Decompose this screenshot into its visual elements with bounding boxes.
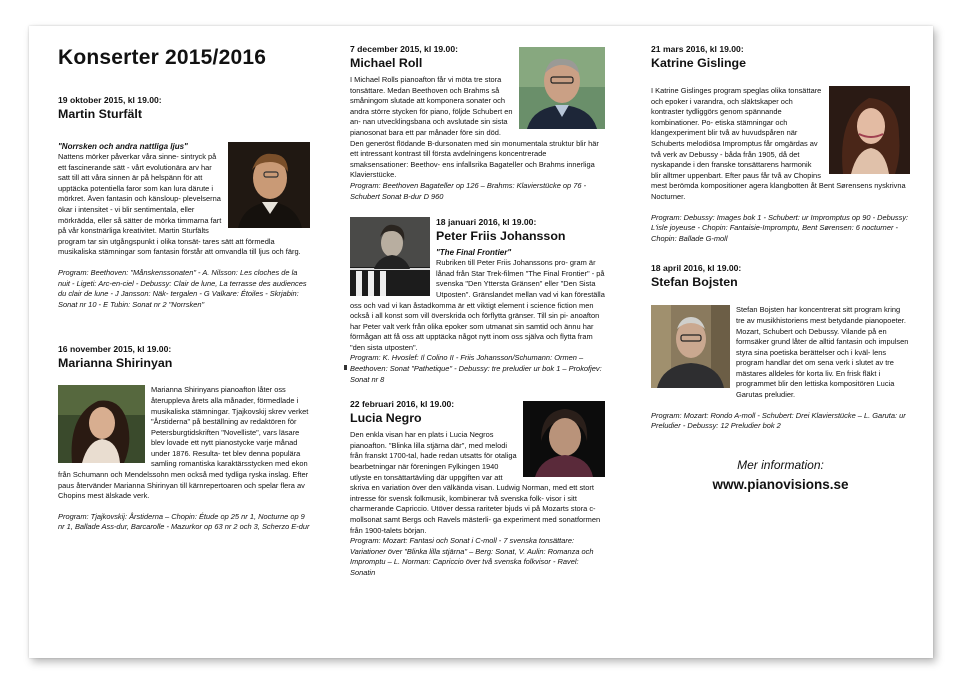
artist-name: Marianna Shirinyan bbox=[58, 356, 173, 371]
artist-photo-gislinge bbox=[829, 86, 910, 174]
artist-name: Martin Sturfält bbox=[58, 107, 142, 121]
more-info-label: Mer information: bbox=[737, 457, 824, 472]
concert-stefan-bojsten bbox=[651, 263, 910, 432]
concert-date: 18 januari 2016, kl 19.00: bbox=[436, 217, 537, 228]
website-link[interactable]: www.pianovisions.se bbox=[712, 476, 849, 492]
concert-description: I Katrine Gislinges program speglas olika tonsättare och epoker i varandra, och släktskaper och kontraster tydliggörs genom spännande kombinationer. Po- etiska stämningar och klangexperiment blir två av huvudspåren när Schuberts melodiösa Impromptus får omgärdas av två verk av Debussy - båda från 1905, då det nyskapande i den franske tonsättarens harmonik blir alltmer uppenbart. Efter paus får två av Chopins mest berömda kompositioner agera klangbotten åt Bent Sørensens nyskrivna Nocturner. bbox=[651, 86, 906, 201]
concert-subtitle: "The Final Frontier" bbox=[436, 248, 512, 258]
concert-program: Program: Tjajkovskij: Årstiderna – Chopin: Étude op 25 nr 1, Nocturne op 9 nr 1, Ballade Ass-dur, Barcarolle - Mazurkor op 63 nr 2 och 3, Scherzo E-dur bbox=[58, 511, 310, 532]
concert-date: 7 december 2015, kl 19.00: bbox=[350, 44, 458, 54]
artist-name: Michael Roll bbox=[350, 56, 423, 70]
concert-program: Program: Mozart: Fantasi och Sonat i C-moll - 7 svenska tonsättare: Variationer över "Blinka lilla stjärna" – Berg: Sonat, V. Aulin: Romanza och Impromptu – L. Norman: Capriccio över två svenska folkvisor - Ravel: Sonatin bbox=[350, 536, 594, 577]
concert-date: 18 april 2016, kl 19.00: bbox=[651, 263, 742, 274]
artist-name: Lucia Negro bbox=[350, 411, 422, 426]
concert-description: Rubriken till Peter Friis Johanssons pro- gram är lånad från Star Trek-filmen "The Final Frontier" - på svenska "Den Yttersta Gränsen" eller "Den Sista Utposten". Gränslandet mellan vad vi kan föreställa oss och vad vi kan åstadkomma är ett viktigt element i science fiction men också i all konst som vill överskrida och förflytta gränser. Till sin pi- anoafton har Peter valt verk från olika epoker som utmanat sin samtid och ännu har förmågan att få oss att upptäcka något nytt inom oss själva och flytta fram "den sista utposten". bbox=[350, 258, 605, 352]
concert-description: Nattens mörker påverkar våra sinne- sintryck på ett fascinerande sätt - vårt evolutionära arv har satt till att våra sinnen är på helspänn för att upptäcka potentiella faror som kan lura därute i mörkret. Även fantasin och känsloup- plevelserna ökar i intensitet - vi blir sentimentala, eller mörkrädda, eller så sätter de mörka timmarna fart på vår konstnärliga kreativitet. Martin Sturfälts program tar sin utgångspunkt i olika tonsät- tares sätt att förmedla musikaliska stämningar som fantasin förstår att omvandla till ljus och färg. bbox=[58, 152, 301, 257]
concert-marianna-shirinyan bbox=[58, 344, 310, 533]
concert-lucia-negro bbox=[350, 399, 605, 578]
concert-subtitle: "Norrsken och andra nattliga ljus" bbox=[58, 142, 188, 151]
brochure-page bbox=[29, 26, 933, 658]
concert-program: Program: Mozart: Rondo A-moll - Schubert: Drei Klavierstücke – L. Garuta: ur Preludier - Debussy: 12 Preludier bok 2 bbox=[651, 410, 906, 431]
concert-program: Program: Beethoven Bagateller op 126 – Brahms: Klavierstücke op 76 - Schubert Sonat B-dur D 960 bbox=[350, 180, 587, 201]
concert-description: Den enkla visan har en plats i Lucia Negros pianoafton. "Blinka lilla stjärna där", med melodi från franskt 1700-tal, hade redan utsatts för otaliga bearbetningar när föreningen Fylkingen 1940 utlyste en tonsättartävling där uppgiften var att skriva en variation över den välkända visan. Ludwig Norman, med ett stort intresse för svensk folkmusik, kombinerar två svenska folk- visor i sitt charmerande Capriccio. Utöver dessa rariteter bjuds vi på Mozarts stora c-mollsonat samt Bergs och Ravels mästerli- ga experiment med sonatformen från 1900-talets början. bbox=[350, 430, 601, 535]
artist-name: Stefan Bojsten bbox=[651, 275, 738, 290]
brochure-title: Konserter 2015/2016 bbox=[58, 46, 267, 69]
artist-name: Peter Friis Johansson bbox=[436, 229, 566, 244]
more-info bbox=[651, 456, 910, 496]
column-right bbox=[651, 44, 910, 496]
artist-photo-negro bbox=[523, 401, 605, 477]
artist-name: Katrine Gislinge bbox=[651, 56, 747, 70]
concert-date: 16 november 2015, kl 19.00: bbox=[58, 344, 172, 355]
concert-katrine-gislinge bbox=[651, 44, 910, 244]
concert-description: I Michael Rolls pianoafton får vi möta tre stora tonsättare. Medan Beethoven och Brahms så småningom slutade att komponera sonater och andra större stycken för piano, följde Schubert en an- nan utvecklingsbana och avslutade sin sista pianosonat bara ett par månader före sin död. Den generöst flödande B-dursonaten med sin monumentala struktur blir här ett intressant kontrast till första avdelningens koncentrerade smaksensationer: Beethov- ens infallsrika Bagateller och Brahms innerliga Klavierstücke. bbox=[350, 75, 599, 180]
concert-michael-roll bbox=[350, 44, 605, 202]
concert-martin-sturfalt bbox=[58, 95, 310, 310]
concert-program: Program: K. Hvoslef: Il Colino II - Friis Johansson/Schumann: Ormen – Beethoven: Sonat "Pathetique" - Debussy: tre preludier ur bok 1 – Prokofjev: Sonat nr 8 bbox=[350, 353, 602, 384]
concert-program: Program: Debussy: Images bok 1 - Schubert: ur Impromptus op 90 - Debussy: L'isle joyeuse - Chopin: Fantaisie-Impromptu, Bent Sørensen: 6 nocturner - Chopin: Ballade G-moll bbox=[651, 212, 909, 243]
concert-description: Stefan Bojsten har koncentrerat sitt program kring tre av musikhistoriens mest betydande pianopoeter. Mozart, Schubert och Debussy. Vilande på en formsäker grund låter de alltid fantasin och impulsen styra sina poetiska berättelser och i kväl- lens program handlar det om sena verk i slutet av tre mästares alldeles för korta liv. En frisk fläkt i programmet blir den lettiska kompositören Lucia Garutas preludier. bbox=[736, 305, 909, 400]
artist-photo-shirinyan bbox=[58, 385, 145, 463]
concert-date: 22 februari 2016, kl 19.00: bbox=[350, 399, 455, 410]
concert-date: 19 oktober 2015, kl 19.00: bbox=[58, 95, 162, 105]
artist-photo-bojsten bbox=[651, 305, 730, 388]
concert-date: 21 mars 2016, kl 19.00: bbox=[651, 44, 744, 54]
artist-photo-sturfalt bbox=[228, 142, 310, 228]
concert-description: Marianna Shirinyans pianoafton låter oss återuppleva årets alla månader, förmedlade i musikaliska stämningar. Tjajkovskij skrev verket "Årstiderna" på beställning av redaktören för Petersburgtidskriften "Novelliste", vars läsare blev lovade ett nytt pianostycke varje månad under 1876. Resulta- tet blev denna populära samling romantiska karaktärsstycken med ekon från Schumann och Mendelssohn men också med tydliga ryska inslag. Efter paus återvänder Marianna Shirinyan till kärnrepertoaren och spelar flera av Chopins mest älskade verk. bbox=[58, 385, 309, 501]
concert-program: Program: Beethoven: "Månskenssonaten" - A. Nilsson: Les cloches de la nuit - Ligeti: Arc-en-ciel - Debussy: Clair de lune, La terrasse des audiences du clair de lune - J Jansson: Näk- tergalen - G Valkare: Étoiles - Skrjabin: Sonat nr 10 - E Tubin: Sonat nr 2 "Norrsken" bbox=[58, 267, 307, 309]
column-middle bbox=[350, 44, 605, 593]
column-divider-mark bbox=[344, 365, 347, 370]
artist-photo-roll bbox=[519, 47, 605, 129]
artist-photo-johansson bbox=[350, 217, 430, 296]
column-left bbox=[58, 44, 310, 547]
concert-peter-friis-johansson bbox=[350, 217, 605, 385]
